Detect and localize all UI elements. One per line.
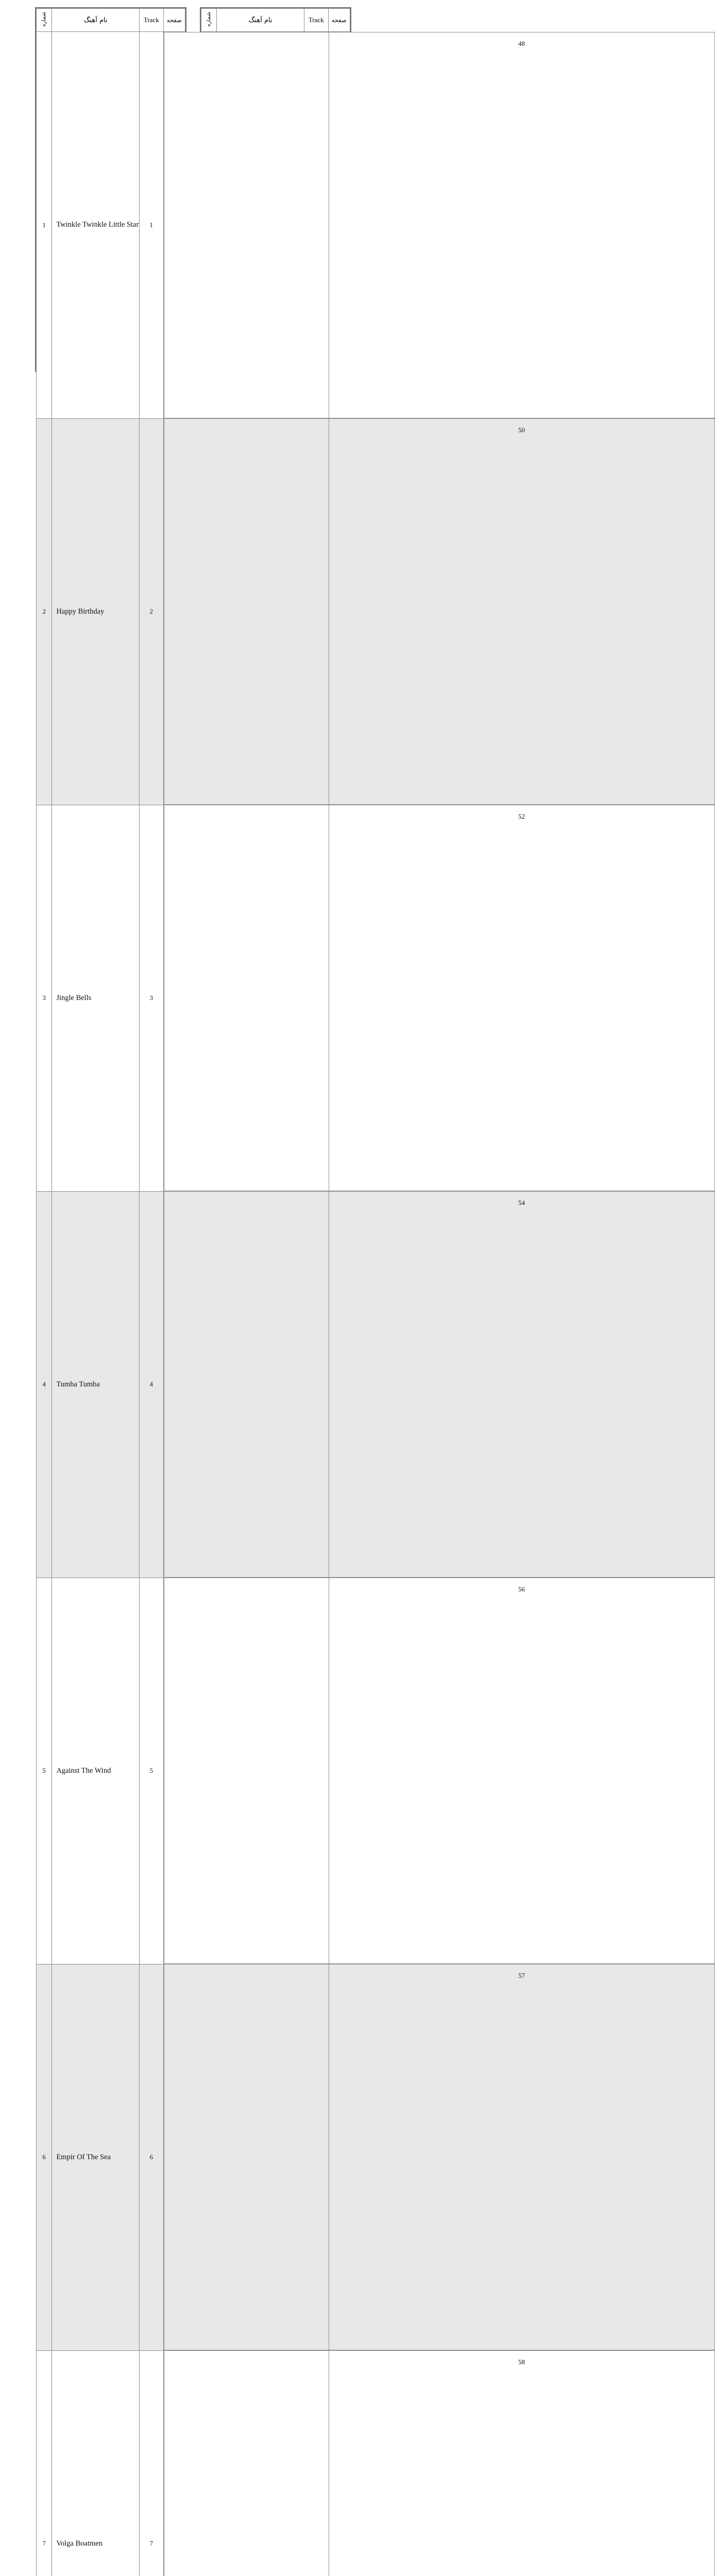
cell-track: 2: [140, 418, 163, 805]
header-track: Track: [304, 9, 328, 32]
table-body-left: [37, 32, 185, 2576]
cell-number: 7: [37, 2350, 52, 2576]
table-row: [37, 418, 185, 805]
cell-number: 1: [37, 32, 52, 419]
cell-page: 56: [329, 1578, 715, 1964]
cell-page: 52: [329, 805, 715, 1191]
song-index-table-left: [36, 8, 185, 2576]
cell-page: 50: [329, 418, 715, 805]
cell-track: 1: [140, 32, 163, 419]
cell-song-name: Against The Wind: [52, 1578, 140, 1964]
cell-track: 4: [140, 1191, 163, 1578]
cell-song-name: Empir Of The Sea: [52, 1964, 140, 2350]
header-song-name: نام آهنگ: [217, 9, 304, 32]
table-head-right: [201, 9, 350, 32]
cell-number: 5: [37, 1578, 52, 1964]
header-page: صفحه: [328, 9, 350, 32]
header-page: صفحه: [163, 9, 185, 32]
table-row: [37, 32, 185, 419]
cell-track: 6: [140, 1964, 163, 2350]
cell-song-name: Tumba Tumba: [52, 1191, 140, 1578]
cell-page: 57: [329, 1964, 715, 2350]
table-row: [37, 1964, 185, 2350]
cell-number: 4: [37, 1191, 52, 1578]
table-head-left: [37, 9, 185, 32]
cell-song-name: Jingle Bells: [52, 805, 140, 1191]
left-table-container: [35, 7, 186, 372]
header-row: [37, 9, 185, 32]
cell-page: 54: [329, 1191, 715, 1578]
header-row: [201, 9, 350, 32]
cell-number: 2: [37, 418, 52, 805]
header-song-name: نام آهنگ: [52, 9, 140, 32]
table-row: [37, 2350, 185, 2576]
table-row: [37, 1578, 185, 1964]
cell-song-name: Volga Boatmen: [52, 2350, 140, 2576]
cell-track: 5: [140, 1578, 163, 1964]
header-number: شماره: [37, 9, 52, 32]
cell-song-name: Happy Birthday: [52, 418, 140, 805]
cell-number: 3: [37, 805, 52, 1191]
cell-song-name: Twinkle Twinkle Little Star: [52, 32, 140, 419]
cell-page: 48: [329, 32, 715, 418]
header-track: Track: [140, 9, 163, 32]
contents-page: [0, 0, 386, 386]
cell-track: 7: [140, 2350, 163, 2576]
table-row: [37, 1191, 185, 1578]
header-number: شماره: [201, 9, 217, 32]
cell-number: 6: [37, 1964, 52, 2350]
cell-page: 58: [329, 2350, 715, 2576]
cell-track: 3: [140, 805, 163, 1191]
table-row: [37, 805, 185, 1191]
